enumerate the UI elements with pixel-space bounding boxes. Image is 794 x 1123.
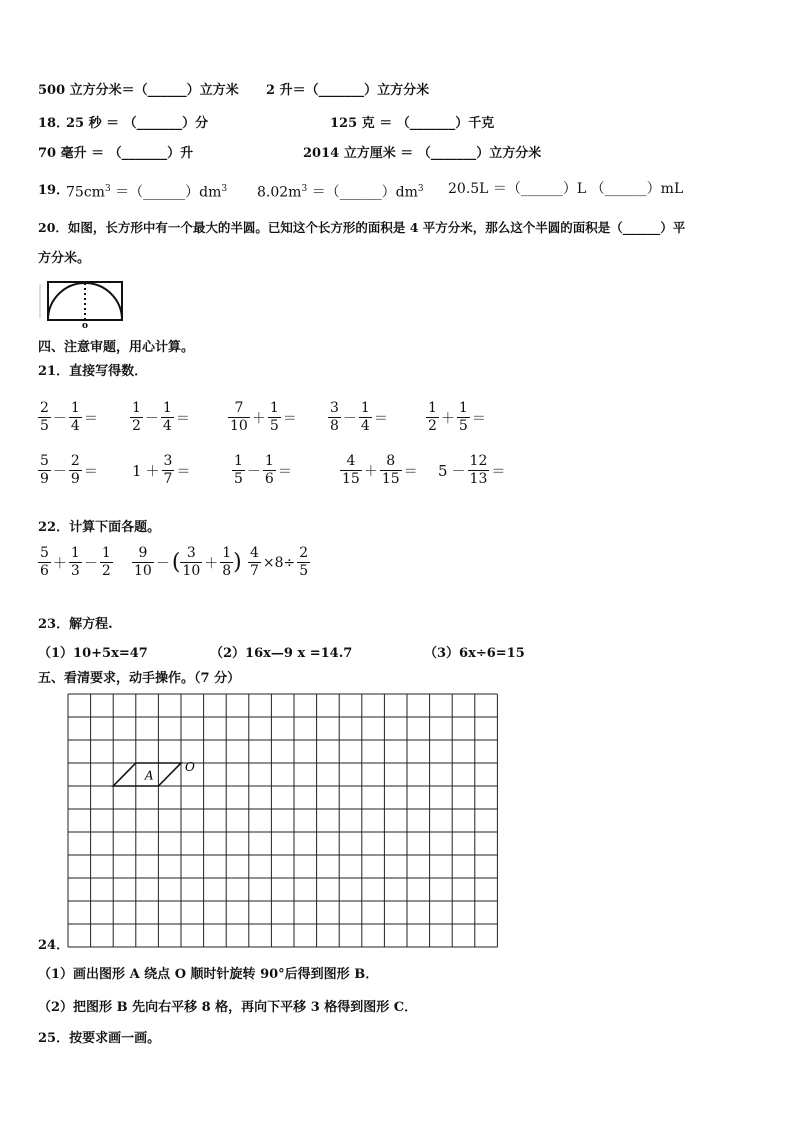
q18-b: 125 克 ＝ （_______）千克: [330, 116, 495, 131]
q21-row1-item-3: $\frac{7}{10}$ ＋ $\frac{1}{5}$ ＝: [230, 400, 297, 434]
fraction: $\frac{4}{15}$: [342, 453, 360, 487]
semicircle-rectangle-figure: [36, 278, 128, 330]
fraction: $\frac{3}{10}$: [182, 545, 201, 579]
fraction: $\frac{5}{9}$: [40, 453, 49, 487]
q22-expr-1: $\frac{5}{6}$ ＋ $\frac{1}{3}$ － $\frac{1}{2}$: [40, 545, 111, 579]
fraction: $\frac{1}{5}$: [458, 400, 468, 434]
fraction: $\frac{12}{13}$: [469, 453, 488, 487]
fraction: $\frac{1}{5}$: [269, 400, 279, 434]
fraction: $\frac{1}{8}$: [222, 545, 232, 579]
q18-c: 70 毫升 ＝ （_______）升: [38, 146, 194, 161]
fraction: $\frac{3}{7}$: [163, 453, 173, 487]
q18-number: 18．: [38, 116, 70, 131]
q21-row1-item-2: $\frac{1}{2}$ － $\frac{1}{4}$ ＝: [132, 400, 190, 434]
q18-d: 2014 立方厘米 ＝ （_______）立方分米: [303, 146, 542, 161]
q21-row1-item-1: $\frac{2}{5}$ － $\frac{1}{4}$ ＝: [40, 400, 98, 434]
q20-line2: 方分米。: [38, 251, 91, 266]
fraction: $\frac{2}{9}$: [70, 453, 80, 487]
fraction: $\frac{1}{5}$: [234, 453, 243, 487]
fraction: $\frac{2}{5}$: [299, 545, 309, 579]
q25-title: 25．按要求画一画。: [38, 1031, 161, 1046]
q21-row1-item-5: $\frac{1}{2}$ ＋ $\frac{1}{5}$ ＝: [428, 400, 486, 434]
fraction: $\frac{4}{7}$: [250, 545, 259, 579]
fraction: $\frac{2}{5}$: [40, 400, 49, 434]
fraction: $\frac{1}{6}$: [264, 453, 274, 487]
q18-a: 25 秒 ＝ （_______）分: [66, 116, 209, 131]
q21-title: 21．直接写得数．: [38, 364, 148, 379]
q23-part-2: （2）16x—9 x =14.7: [210, 646, 353, 661]
fraction: $\frac{3}{8}$: [330, 400, 339, 434]
q17-part1: 500 立方分米＝（______）立方米: [38, 83, 239, 98]
q23-part-1: （1）10+5x=47: [38, 646, 148, 661]
q23-part-3: （3）6x÷6=15: [424, 646, 525, 661]
q21-row1-item-4: $\frac{3}{8}$ － $\frac{1}{4}$ ＝: [330, 400, 388, 434]
shape-label-a: A: [144, 768, 154, 783]
q21-row2-item-2: 1 ＋ $\frac{3}{7}$ ＝: [132, 453, 191, 487]
q22-expr-2: $\frac{9}{10}$ － ( $\frac{3}{10}$ ＋ $\frac{1}{8}$ ): [134, 545, 242, 579]
q19-a: $75cm^3$ $=(\_\_\_\_\_\_)dm^3$: [66, 184, 228, 201]
q19-c: 20.5L ＝（______）L （______）mL: [448, 181, 684, 197]
q21-row2-item-4: $\frac{4}{15}$ ＋ $\frac{8}{15}$ ＝: [342, 453, 418, 487]
fraction: $\frac{1}{2}$: [101, 545, 111, 579]
q17-part2: 2 升＝（_______）立方分米: [266, 83, 430, 98]
center-label: o: [82, 321, 89, 330]
q22-expr-3: $\frac{4}{7}$ ×8÷ $\frac{2}{5}$: [250, 545, 309, 579]
fraction: $\frac{9}{10}$: [134, 545, 152, 579]
fraction: $\frac{7}{10}$: [230, 400, 248, 434]
q20-line1: 20．如图，长方形中有一个最大的半圆。已知这个长方形的面积是 4 平方分米，那么这个半圆的面积是（______）平: [38, 220, 686, 235]
point-label-o: O: [185, 760, 195, 774]
fraction: $\frac{1}{2}$: [132, 400, 141, 434]
q24-task-2: （2）把图形 B 先向右平移 8 格，再向下平移 3 格得到图形 C．: [38, 1000, 418, 1015]
q23-title: 23．解方程.: [38, 617, 113, 632]
fraction: $\frac{5}{6}$: [40, 545, 49, 579]
section-4-heading: 四、注意审题，用心计算。: [38, 340, 195, 355]
fraction: $\frac{1}{3}$: [70, 545, 80, 579]
q21-row2-item-5: 5 － $\frac{12}{13}$ ＝: [438, 453, 506, 487]
section-5-heading: 五、看清要求，动手操作。（7 分）: [38, 671, 241, 686]
q21-row2-item-3: $\frac{1}{5}$ － $\frac{1}{6}$ ＝: [234, 453, 292, 487]
q24-number: 24．: [38, 938, 70, 953]
fraction: $\frac{8}{15}$: [381, 453, 400, 487]
fraction: $\frac{1}{4}$: [70, 400, 80, 434]
fraction: $\frac{1}{4}$: [162, 400, 172, 434]
fraction: $\frac{1}{2}$: [428, 400, 437, 434]
square-grid: [66, 692, 506, 954]
q24-task-1: （1）画出图形 A 绕点 O 顺时针旋转 90°后得到图形 B．: [38, 967, 379, 982]
fraction: $\frac{1}{4}$: [360, 400, 370, 434]
q21-row2-item-1: $\frac{5}{9}$ － $\frac{2}{9}$ ＝: [40, 453, 98, 487]
q19-b: $8.02m^3$ $=(\_\_\_\_\_\_)dm^3$: [257, 184, 424, 201]
q19-number: 19．: [38, 183, 70, 198]
q22-title: 22．计算下面各题。: [38, 520, 161, 535]
